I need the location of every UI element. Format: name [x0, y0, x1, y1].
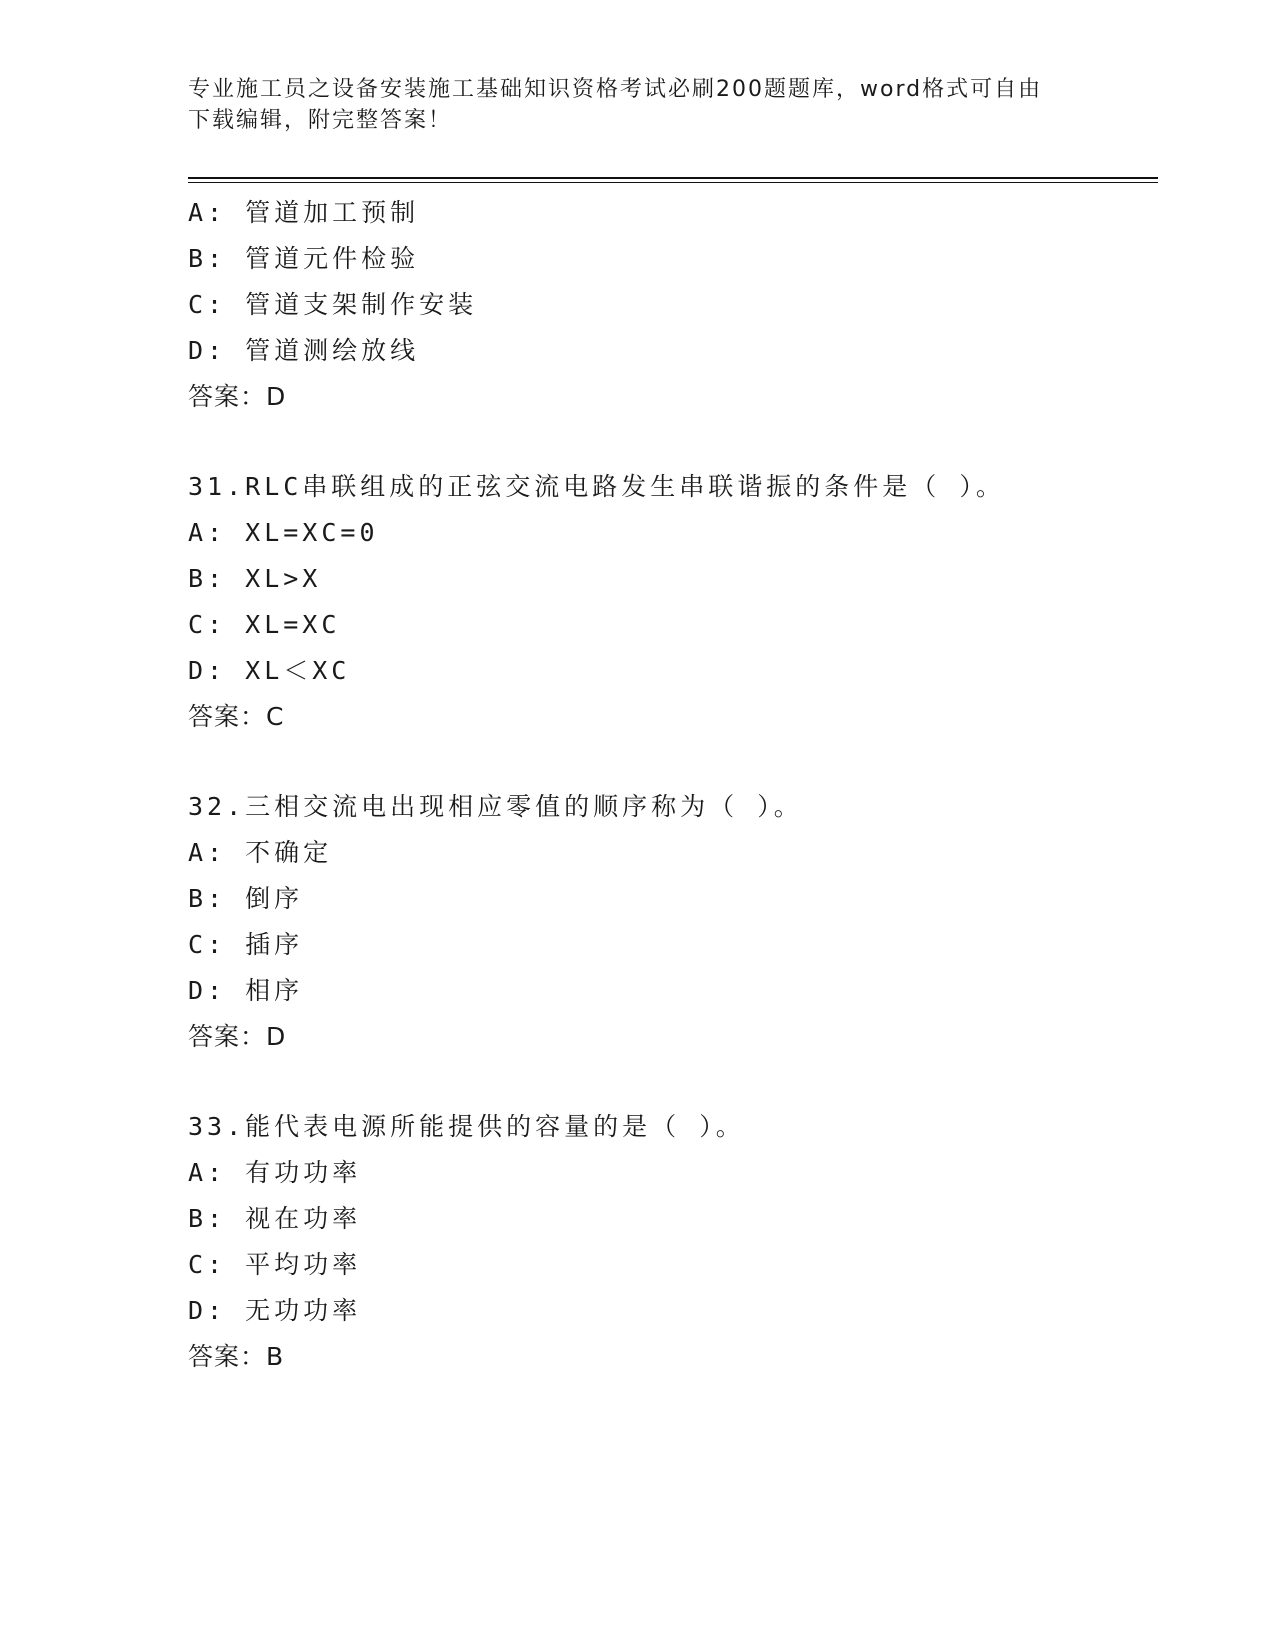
option-c: C: 插序	[188, 930, 304, 959]
question-block-30	[188, 190, 1158, 420]
header-line-2: 下载编辑，附完整答案！	[188, 108, 453, 133]
option-a: A: 管道加工预制	[188, 198, 420, 227]
question-block-31	[188, 464, 1158, 740]
answer-line: 答案：B	[188, 1342, 285, 1371]
question-block-32	[188, 784, 1158, 1060]
option-b: B: 管道元件检验	[188, 244, 420, 273]
header-divider-thin	[188, 182, 1158, 183]
answer-line: 答案：D	[188, 1022, 287, 1051]
option-a: A: XL=XC=0	[188, 518, 379, 547]
option-c: C: 平均功率	[188, 1250, 362, 1279]
option-c: C: 管道支架制作安装	[188, 290, 478, 319]
question-list	[188, 190, 1158, 1380]
option-b: B: XL>X	[188, 564, 322, 593]
question-text: 31.RLC串联组成的正弦交流电路发生串联谐振的条件是（ ）。	[188, 472, 1005, 501]
block-spacer	[188, 1060, 1158, 1104]
option-b: B: 倒序	[188, 884, 304, 913]
question-text: 33.能代表电源所能提供的容量的是（ ）。	[188, 1112, 745, 1141]
option-a: A: 不确定	[188, 838, 333, 867]
option-d: D: 管道测绘放线	[188, 336, 420, 365]
document-header	[188, 74, 1088, 136]
block-spacer	[188, 740, 1158, 784]
header-line-1: 专业施工员之设备安装施工基础知识资格考试必刷200题题库，word格式可自由	[188, 77, 1043, 102]
option-d: D: 无功功率	[188, 1296, 362, 1325]
question-block-33	[188, 1104, 1158, 1380]
option-b: B: 视在功率	[188, 1204, 362, 1233]
option-c: C: XL=XC	[188, 610, 341, 639]
answer-line: 答案：C	[188, 702, 285, 731]
block-spacer	[188, 420, 1158, 464]
question-text: 32.三相交流电出现相应零值的顺序称为（ ）。	[188, 792, 803, 821]
option-a: A: 有功功率	[188, 1158, 362, 1187]
option-d: D: XL＜XC	[188, 656, 351, 685]
header-divider-thick	[188, 177, 1158, 179]
option-d: D: 相序	[188, 976, 304, 1005]
answer-line: 答案：D	[188, 382, 287, 411]
